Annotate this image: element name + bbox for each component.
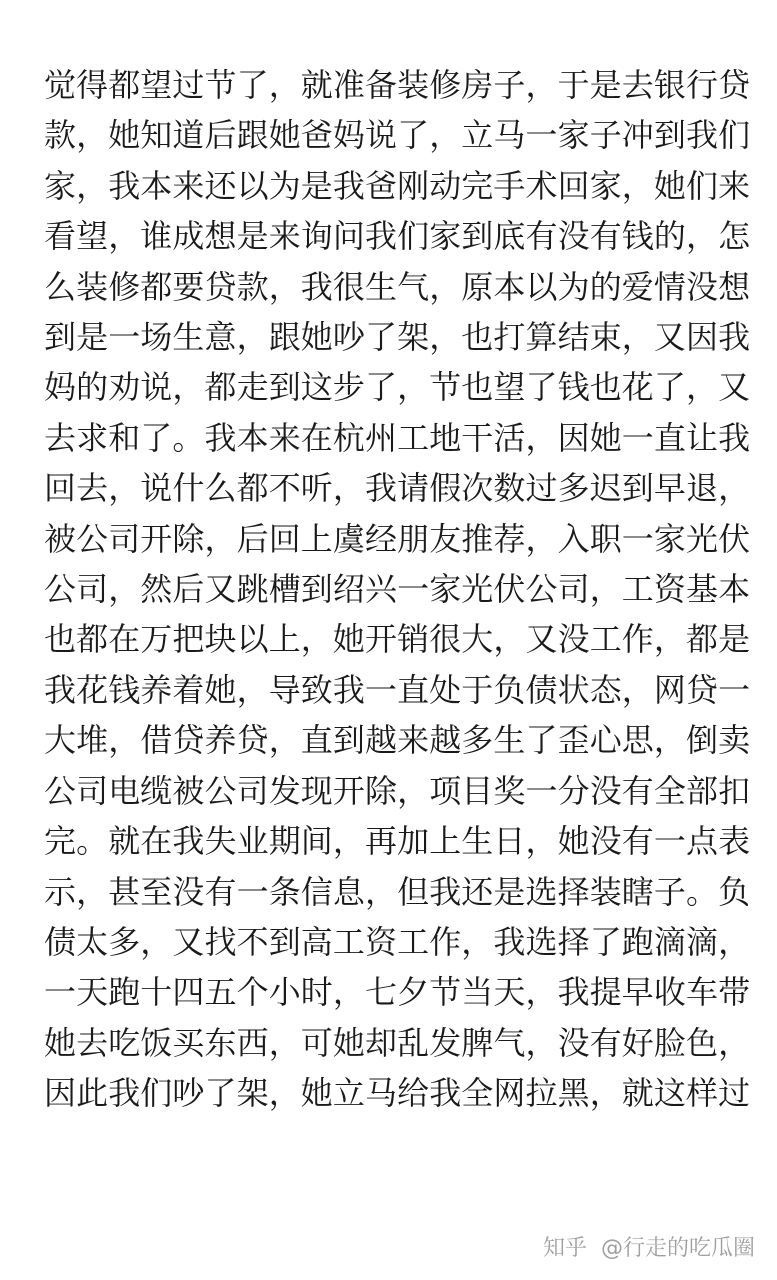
text-line: 看望，谁成想是来询问我们家到底有没有钱的，怎: [44, 217, 751, 256]
watermark: [543, 1231, 755, 1262]
text-line: 大堆，借贷养贷，直到越来越多生了歪心思，倒卖: [44, 721, 751, 760]
text-line: 款，她知道后跟她爸妈说了，立马一家子冲到我们: [44, 116, 751, 155]
text-line: 完。就在我失业期间，再加上生日，她没有一点表: [44, 822, 751, 861]
text-line: 被公司开除，后回上虞经朋友推荐，入职一家光伏: [44, 519, 751, 558]
text-line: 家，我本来还以为是我爸刚动完手术回家，她们来: [44, 166, 751, 205]
text-line: 也都在万把块以上，她开销很大，又没工作，都是: [44, 620, 751, 659]
article-text: [44, 60, 751, 1119]
text-line: 妈的劝说，都走到这步了，节也望了钱也花了，又: [44, 368, 751, 407]
text-line: 她去吃饭买东西，可她却乱发脾气，没有好脸色，: [44, 1023, 751, 1062]
text-line: 示，甚至没有一条信息，但我还是选择装瞎子。负: [44, 872, 751, 911]
text-line: 公司，然后又跳槽到绍兴一家光伏公司，工资基本: [44, 570, 751, 609]
text-line: 我花钱养着她，导致我一直处于负债状态，网贷一: [44, 670, 751, 709]
text-line: 因此我们吵了架，她立马给我全网拉黑，就这样过: [44, 1074, 751, 1113]
text-line: 去求和了。我本来在杭州工地干活，因她一直让我: [44, 418, 751, 457]
text-line: 一天跑十四五个小时，七夕节当天，我提早收车带: [44, 973, 751, 1012]
text-line: 到是一场生意，跟她吵了架，也打算结束，又因我: [44, 318, 751, 357]
text-line: 觉得都望过节了，就准备装修房子，于是去银行贷: [44, 66, 751, 104]
watermark-handle: @行走的吃瓜圈: [600, 1236, 755, 1261]
watermark-brand: 知乎: [542, 1236, 587, 1261]
text-line: 回去，说什么都不听，我请假次数过多迟到早退，: [44, 469, 751, 508]
text-line: 公司电缆被公司发现开除，项目奖一分没有全部扣: [44, 771, 751, 810]
text-line: 债太多，又找不到高工资工作，我选择了跑滴滴，: [44, 922, 751, 961]
text-line: 么装修都要贷款，我很生气，原本以为的爱情没想: [44, 267, 751, 306]
